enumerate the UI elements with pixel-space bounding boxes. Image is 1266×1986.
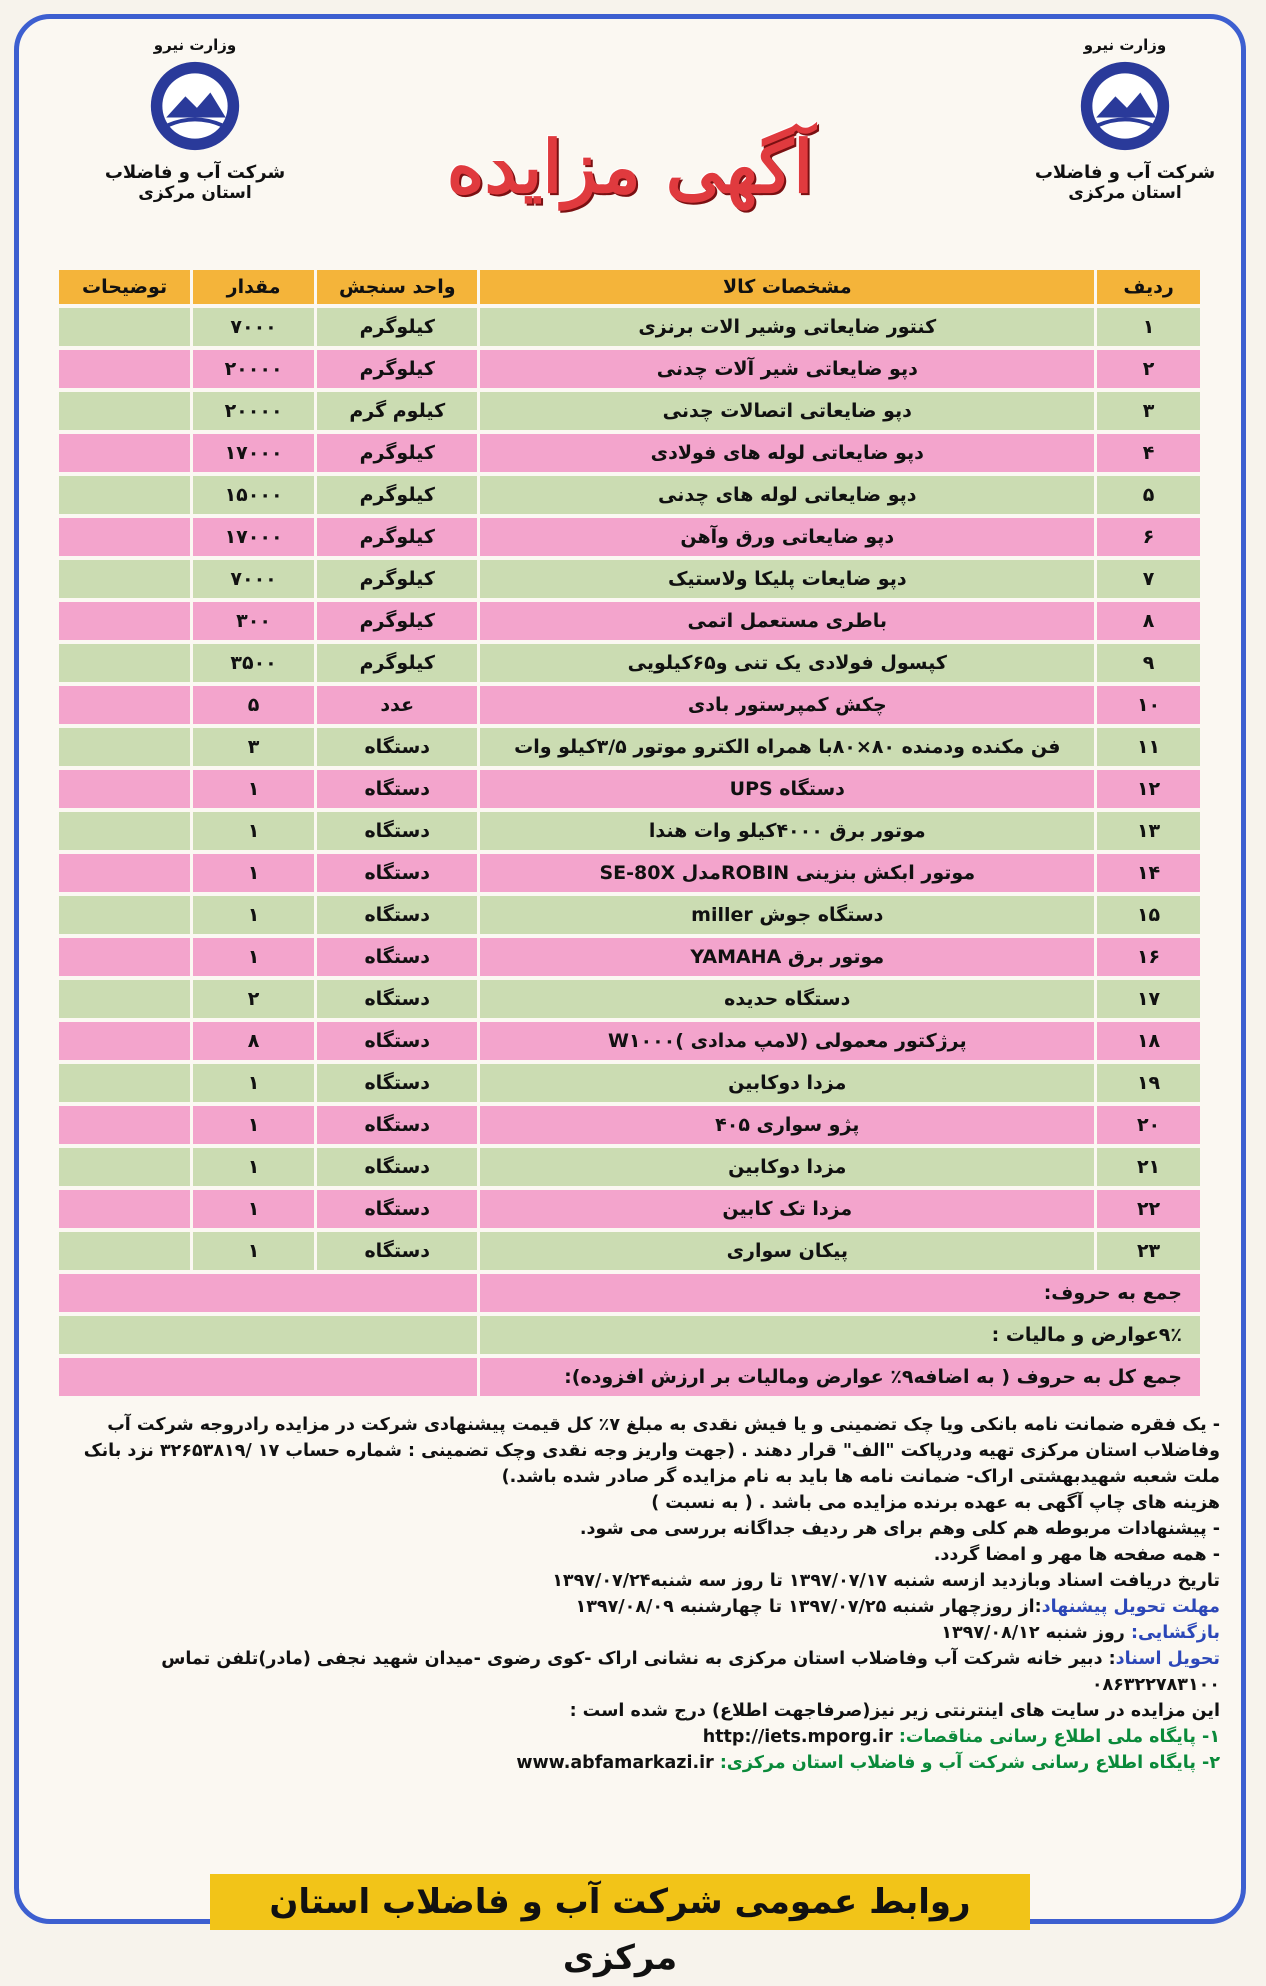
notes-cell xyxy=(56,350,190,388)
unit-cell: کیلوگرم xyxy=(314,644,477,682)
logo-left xyxy=(90,36,300,203)
note-site-2 xyxy=(44,1750,1220,1776)
row-number-cell: ۱۶ xyxy=(1094,938,1200,976)
notes-cell xyxy=(56,1022,190,1060)
row-number-cell: ۲ xyxy=(1094,350,1200,388)
table-row xyxy=(56,938,1200,976)
row-number-cell: ۹ xyxy=(1094,644,1200,682)
water-company-emblem-icon xyxy=(147,58,243,154)
company-label: شرکت آب و فاضلاب xyxy=(1034,162,1216,183)
row-number-cell: ۸ xyxy=(1094,602,1200,640)
spec-cell: مزدا دوکابین xyxy=(477,1064,1094,1102)
spec-cell: دپو ضایعاتی ورق وآهن xyxy=(477,518,1094,556)
quantity-cell: ۱۵۰۰۰ xyxy=(190,476,314,514)
ministry-label: وزارت نیرو xyxy=(153,36,237,54)
notes-cell xyxy=(56,1190,190,1228)
quantity-cell: ۲۰۰۰۰ xyxy=(190,392,314,430)
row-number-cell: ۱۴ xyxy=(1094,854,1200,892)
table-row xyxy=(56,476,1200,514)
notes-cell xyxy=(56,938,190,976)
note-deadline xyxy=(44,1594,1220,1620)
quantity-cell: ۳۰۰ xyxy=(190,602,314,640)
notes-cell xyxy=(56,686,190,724)
row-number-cell: ۷ xyxy=(1094,560,1200,598)
spec-cell: دستگاه UPS xyxy=(477,770,1094,808)
column-header-quantity: مقدار xyxy=(190,270,314,304)
notes-cell xyxy=(56,644,190,682)
note-document-dates: تاریخ دریافت اسناد وبازدید ازسه شنبه ۱۳۹۷/۰۷/۱۷ تا روز سه شنبه۱۳۹۷/۰۷/۲۴ xyxy=(552,1571,1220,1591)
notes-cell xyxy=(56,812,190,850)
quantity-cell: ۱ xyxy=(190,1148,314,1186)
note-guarantee: - یک فقره ضمانت نامه بانکی ویا چک تضمینی و یا فیش نقدی به مبلغ ۷٪ کل قیمت پیشنهادی شرکت در مزایده رادروجه شرکت آب وفاضلاب استان مرکزی تهیه ودرپاکت "الف" قرار دهند . (جهت واریز وجه نقدی وچک تضمینی : شماره حساب ۱۷ /۳۲۶۵۳۸۱۹ نزد بانک ملت شعبه شهیدبهشتی اراک- ضمانت نامه ها باید به نام مزایده گر صادر شده باشد.) xyxy=(83,1415,1220,1487)
row-number-cell: ۲۰ xyxy=(1094,1106,1200,1144)
unit-cell: دستگاه xyxy=(314,896,477,934)
notes-cell xyxy=(56,1148,190,1186)
table-row xyxy=(56,1106,1200,1144)
tax-label: ۹٪عوارض و مالیات : xyxy=(477,1316,1200,1354)
row-number-cell: ۱۷ xyxy=(1094,980,1200,1018)
row-number-cell: ۱۰ xyxy=(1094,686,1200,724)
quantity-cell: ۱ xyxy=(190,1064,314,1102)
province-label: استان مرکزی xyxy=(1068,183,1182,203)
row-number-cell: ۲۲ xyxy=(1094,1190,1200,1228)
spec-cell: کنتور ضایعاتی وشیر الات برنزی xyxy=(477,308,1094,346)
table-row xyxy=(56,1148,1200,1186)
table-row xyxy=(56,434,1200,472)
notes-cell xyxy=(56,560,190,598)
notes-cell xyxy=(56,392,190,430)
note-evaluation: - پیشنهادات مربوطه هم کلی وهم برای هر ردیف جداگانه بررسی می شود. xyxy=(579,1519,1220,1539)
notes-cell xyxy=(56,1064,190,1102)
sum-in-words-row xyxy=(56,1274,1200,1312)
spec-cell: مزدا تک کابین xyxy=(477,1190,1094,1228)
quantity-cell: ۳۵۰۰ xyxy=(190,644,314,682)
table-row xyxy=(56,518,1200,556)
spec-cell: باطری مستعمل اتمی xyxy=(477,602,1094,640)
note-opening xyxy=(44,1620,1220,1646)
spec-cell: دپو ضایعاتی لوله های فولادی xyxy=(477,434,1094,472)
row-number-cell: ۱۸ xyxy=(1094,1022,1200,1060)
quantity-cell: ۱ xyxy=(190,854,314,892)
spec-cell: کپسول فولادی یک تنی و۶۵کیلویی xyxy=(477,644,1094,682)
spec-cell: دپو ضایعات پلیکا ولاستیک xyxy=(477,560,1094,598)
auction-notes xyxy=(44,1412,1220,1776)
unit-cell: کیلوگرم xyxy=(314,476,477,514)
table-row xyxy=(56,560,1200,598)
spec-cell: دپو ضایعاتی اتصالات چدنی xyxy=(477,392,1094,430)
row-number-cell: ۱۵ xyxy=(1094,896,1200,934)
spec-cell: پرژکتور معمولی (لامپ مدادی )W۱۰۰۰ xyxy=(477,1022,1094,1060)
sum-in-words-label: جمع به حروف: xyxy=(477,1274,1200,1312)
notes-cell xyxy=(56,1106,190,1144)
table-header-row xyxy=(56,270,1200,304)
unit-cell: دستگاه xyxy=(314,854,477,892)
row-number-cell: ۵ xyxy=(1094,476,1200,514)
grand-total-value xyxy=(56,1358,477,1396)
quantity-cell: ۱ xyxy=(190,896,314,934)
row-number-cell: ۱۱ xyxy=(1094,728,1200,766)
table-row xyxy=(56,1064,1200,1102)
notes-cell xyxy=(56,1232,190,1270)
unit-cell: دستگاه xyxy=(314,1064,477,1102)
column-header-row-number: ردیف xyxy=(1094,270,1200,304)
notes-cell xyxy=(56,434,190,472)
ministry-label: وزارت نیرو xyxy=(1083,36,1167,54)
page-title: آگهی مزایده xyxy=(446,124,814,209)
opening-label: بازگشایی: xyxy=(1130,1623,1220,1643)
row-number-cell: ۱۹ xyxy=(1094,1064,1200,1102)
table-row xyxy=(56,980,1200,1018)
row-number-cell: ۶ xyxy=(1094,518,1200,556)
delivery-text: : دبیر خانه شرکت آب وفاضلاب استان مرکزی به نشانی اراک -کوی رضوی -میدان شهید نجفی (مادر)تلفن تماس ۰۸۶۳۲۲۷۸۳۱۰۰ xyxy=(161,1649,1220,1695)
unit-cell: دستگاه xyxy=(314,938,477,976)
column-header-notes: توضیحات xyxy=(56,270,190,304)
header xyxy=(30,36,1230,256)
notes-cell xyxy=(56,476,190,514)
table-row xyxy=(56,602,1200,640)
quantity-cell: ۷۰۰۰ xyxy=(190,560,314,598)
site-2-label: ۲- پایگاه اطلاع رسانی شرکت آب و فاضلاب استان مرکزی: xyxy=(719,1753,1220,1773)
spec-cell: فن مکنده ودمنده ۸۰×۸۰با همراه الکترو موتور ۳/۵کیلو وات xyxy=(477,728,1094,766)
unit-cell: دستگاه xyxy=(314,1148,477,1186)
unit-cell: دستگاه xyxy=(314,1190,477,1228)
notes-cell xyxy=(56,854,190,892)
table-row xyxy=(56,392,1200,430)
unit-cell: کیلوگرم xyxy=(314,434,477,472)
spec-cell: موتور ابکش بنزینی ROBINمدل SE-80X xyxy=(477,854,1094,892)
unit-cell: عدد xyxy=(314,686,477,724)
note-delivery xyxy=(44,1646,1220,1698)
unit-cell: کیلوم گرم xyxy=(314,392,477,430)
quantity-cell: ۲ xyxy=(190,980,314,1018)
grand-total-label: جمع کل به حروف ( به اضافه۹٪ عوارض ومالیات بر ارزش افزوده): xyxy=(477,1358,1200,1396)
table-row xyxy=(56,770,1200,808)
quantity-cell: ۲۰۰۰۰ xyxy=(190,350,314,388)
province-label: استان مرکزی xyxy=(138,183,252,203)
column-header-unit: واحد سنجش xyxy=(314,270,477,304)
quantity-cell: ۱۷۰۰۰ xyxy=(190,518,314,556)
table-row xyxy=(56,1022,1200,1060)
notes-cell xyxy=(56,602,190,640)
spec-cell: پژو سواری ۴۰۵ xyxy=(477,1106,1094,1144)
table-row xyxy=(56,728,1200,766)
table-row xyxy=(56,350,1200,388)
unit-cell: کیلوگرم xyxy=(314,350,477,388)
water-company-emblem-icon xyxy=(1077,58,1173,154)
notes-cell xyxy=(56,518,190,556)
quantity-cell: ۸ xyxy=(190,1022,314,1060)
row-number-cell: ۱۲ xyxy=(1094,770,1200,808)
spec-cell: مزدا دوکابین xyxy=(477,1148,1094,1186)
row-number-cell: ۴ xyxy=(1094,434,1200,472)
table-row xyxy=(56,854,1200,892)
unit-cell: کیلوگرم xyxy=(314,602,477,640)
quantity-cell: ۱ xyxy=(190,1190,314,1228)
unit-cell: کیلوگرم xyxy=(314,560,477,598)
unit-cell: دستگاه xyxy=(314,980,477,1018)
sum-in-words-value xyxy=(56,1274,477,1312)
spec-cell: دپو ضایعاتی شیر آلات چدنی xyxy=(477,350,1094,388)
unit-cell: کیلوگرم xyxy=(314,518,477,556)
table-row xyxy=(56,686,1200,724)
tax-row xyxy=(56,1316,1200,1354)
table-row xyxy=(56,644,1200,682)
company-label: شرکت آب و فاضلاب xyxy=(104,162,286,183)
quantity-cell: ۵ xyxy=(190,686,314,724)
spec-cell: چکش کمپرستور بادی xyxy=(477,686,1094,724)
delivery-label: تحویل اسناد xyxy=(1115,1649,1220,1669)
unit-cell: دستگاه xyxy=(314,770,477,808)
site-1-link[interactable]: http://iets.mporg.ir xyxy=(702,1727,893,1747)
notes-cell xyxy=(56,770,190,808)
note-site-1 xyxy=(44,1724,1220,1750)
table-row xyxy=(56,308,1200,346)
quantity-cell: ۱ xyxy=(190,770,314,808)
quantity-cell: ۱ xyxy=(190,1232,314,1270)
row-number-cell: ۱۳ xyxy=(1094,812,1200,850)
footer-banner: روابط عمومی شرکت آب و فاضلاب استان مرکزی xyxy=(210,1874,1030,1930)
table-row xyxy=(56,1232,1200,1270)
spec-cell: پیکان سواری xyxy=(477,1232,1094,1270)
row-number-cell: ۱ xyxy=(1094,308,1200,346)
site-1-label: ۱- پایگاه ملی اطلاع رسانی مناقصات: xyxy=(898,1727,1220,1747)
deadline-label: مهلت تحویل پیشنهاد xyxy=(1041,1597,1220,1617)
row-number-cell: ۲۳ xyxy=(1094,1232,1200,1270)
site-2-link[interactable]: www.abfamarkazi.ir xyxy=(516,1753,714,1773)
notes-cell xyxy=(56,980,190,1018)
unit-cell: دستگاه xyxy=(314,1106,477,1144)
spec-cell: موتور برق ۴۰۰۰کیلو وات هندا xyxy=(477,812,1094,850)
spec-cell: موتور برق YAMAHA xyxy=(477,938,1094,976)
spec-cell: دستگاه حدیده xyxy=(477,980,1094,1018)
note-ad-cost: هزینه های چاپ آگهی به عهده برنده مزایده می باشد . ( به نسبت ) xyxy=(651,1493,1220,1513)
logo-right xyxy=(1020,36,1230,203)
notes-cell xyxy=(56,728,190,766)
unit-cell: دستگاه xyxy=(314,1232,477,1270)
grand-total-row xyxy=(56,1358,1200,1396)
quantity-cell: ۱ xyxy=(190,938,314,976)
column-header-spec: مشخصات کالا xyxy=(477,270,1094,304)
table-row xyxy=(56,812,1200,850)
notes-cell xyxy=(56,308,190,346)
quantity-cell: ۱ xyxy=(190,1106,314,1144)
table-row xyxy=(56,896,1200,934)
unit-cell: کیلوگرم xyxy=(314,308,477,346)
note-sites-intro: این مزایده در سایت های اینترنتی زیر نیز(صرفاجهت اطلاع) درج شده است : xyxy=(569,1701,1220,1721)
quantity-cell: ۳ xyxy=(190,728,314,766)
spec-cell: دستگاه جوش miller xyxy=(477,896,1094,934)
table-body xyxy=(56,308,1200,1270)
unit-cell: دستگاه xyxy=(314,1022,477,1060)
row-number-cell: ۲۱ xyxy=(1094,1148,1200,1186)
opening-text: روز شنبه ۱۳۹۷/۰۸/۱۲ xyxy=(941,1623,1125,1643)
table-row xyxy=(56,1190,1200,1228)
tax-value xyxy=(56,1316,477,1354)
note-sign-pages: - همه صفحه ها مهر و امضا گردد. xyxy=(933,1545,1220,1565)
unit-cell: دستگاه xyxy=(314,812,477,850)
notes-cell xyxy=(56,896,190,934)
quantity-cell: ۷۰۰۰ xyxy=(190,308,314,346)
row-number-cell: ۳ xyxy=(1094,392,1200,430)
quantity-cell: ۱۷۰۰۰ xyxy=(190,434,314,472)
spec-cell: دپو ضایعاتی لوله های چدنی xyxy=(477,476,1094,514)
auction-items-table xyxy=(56,266,1200,1400)
quantity-cell: ۱ xyxy=(190,812,314,850)
unit-cell: دستگاه xyxy=(314,728,477,766)
deadline-text: :از روزچهار شنبه ۱۳۹۷/۰۷/۲۵ تا چهارشنبه ۱۳۹۷/۰۸/۰۹ xyxy=(575,1597,1042,1617)
